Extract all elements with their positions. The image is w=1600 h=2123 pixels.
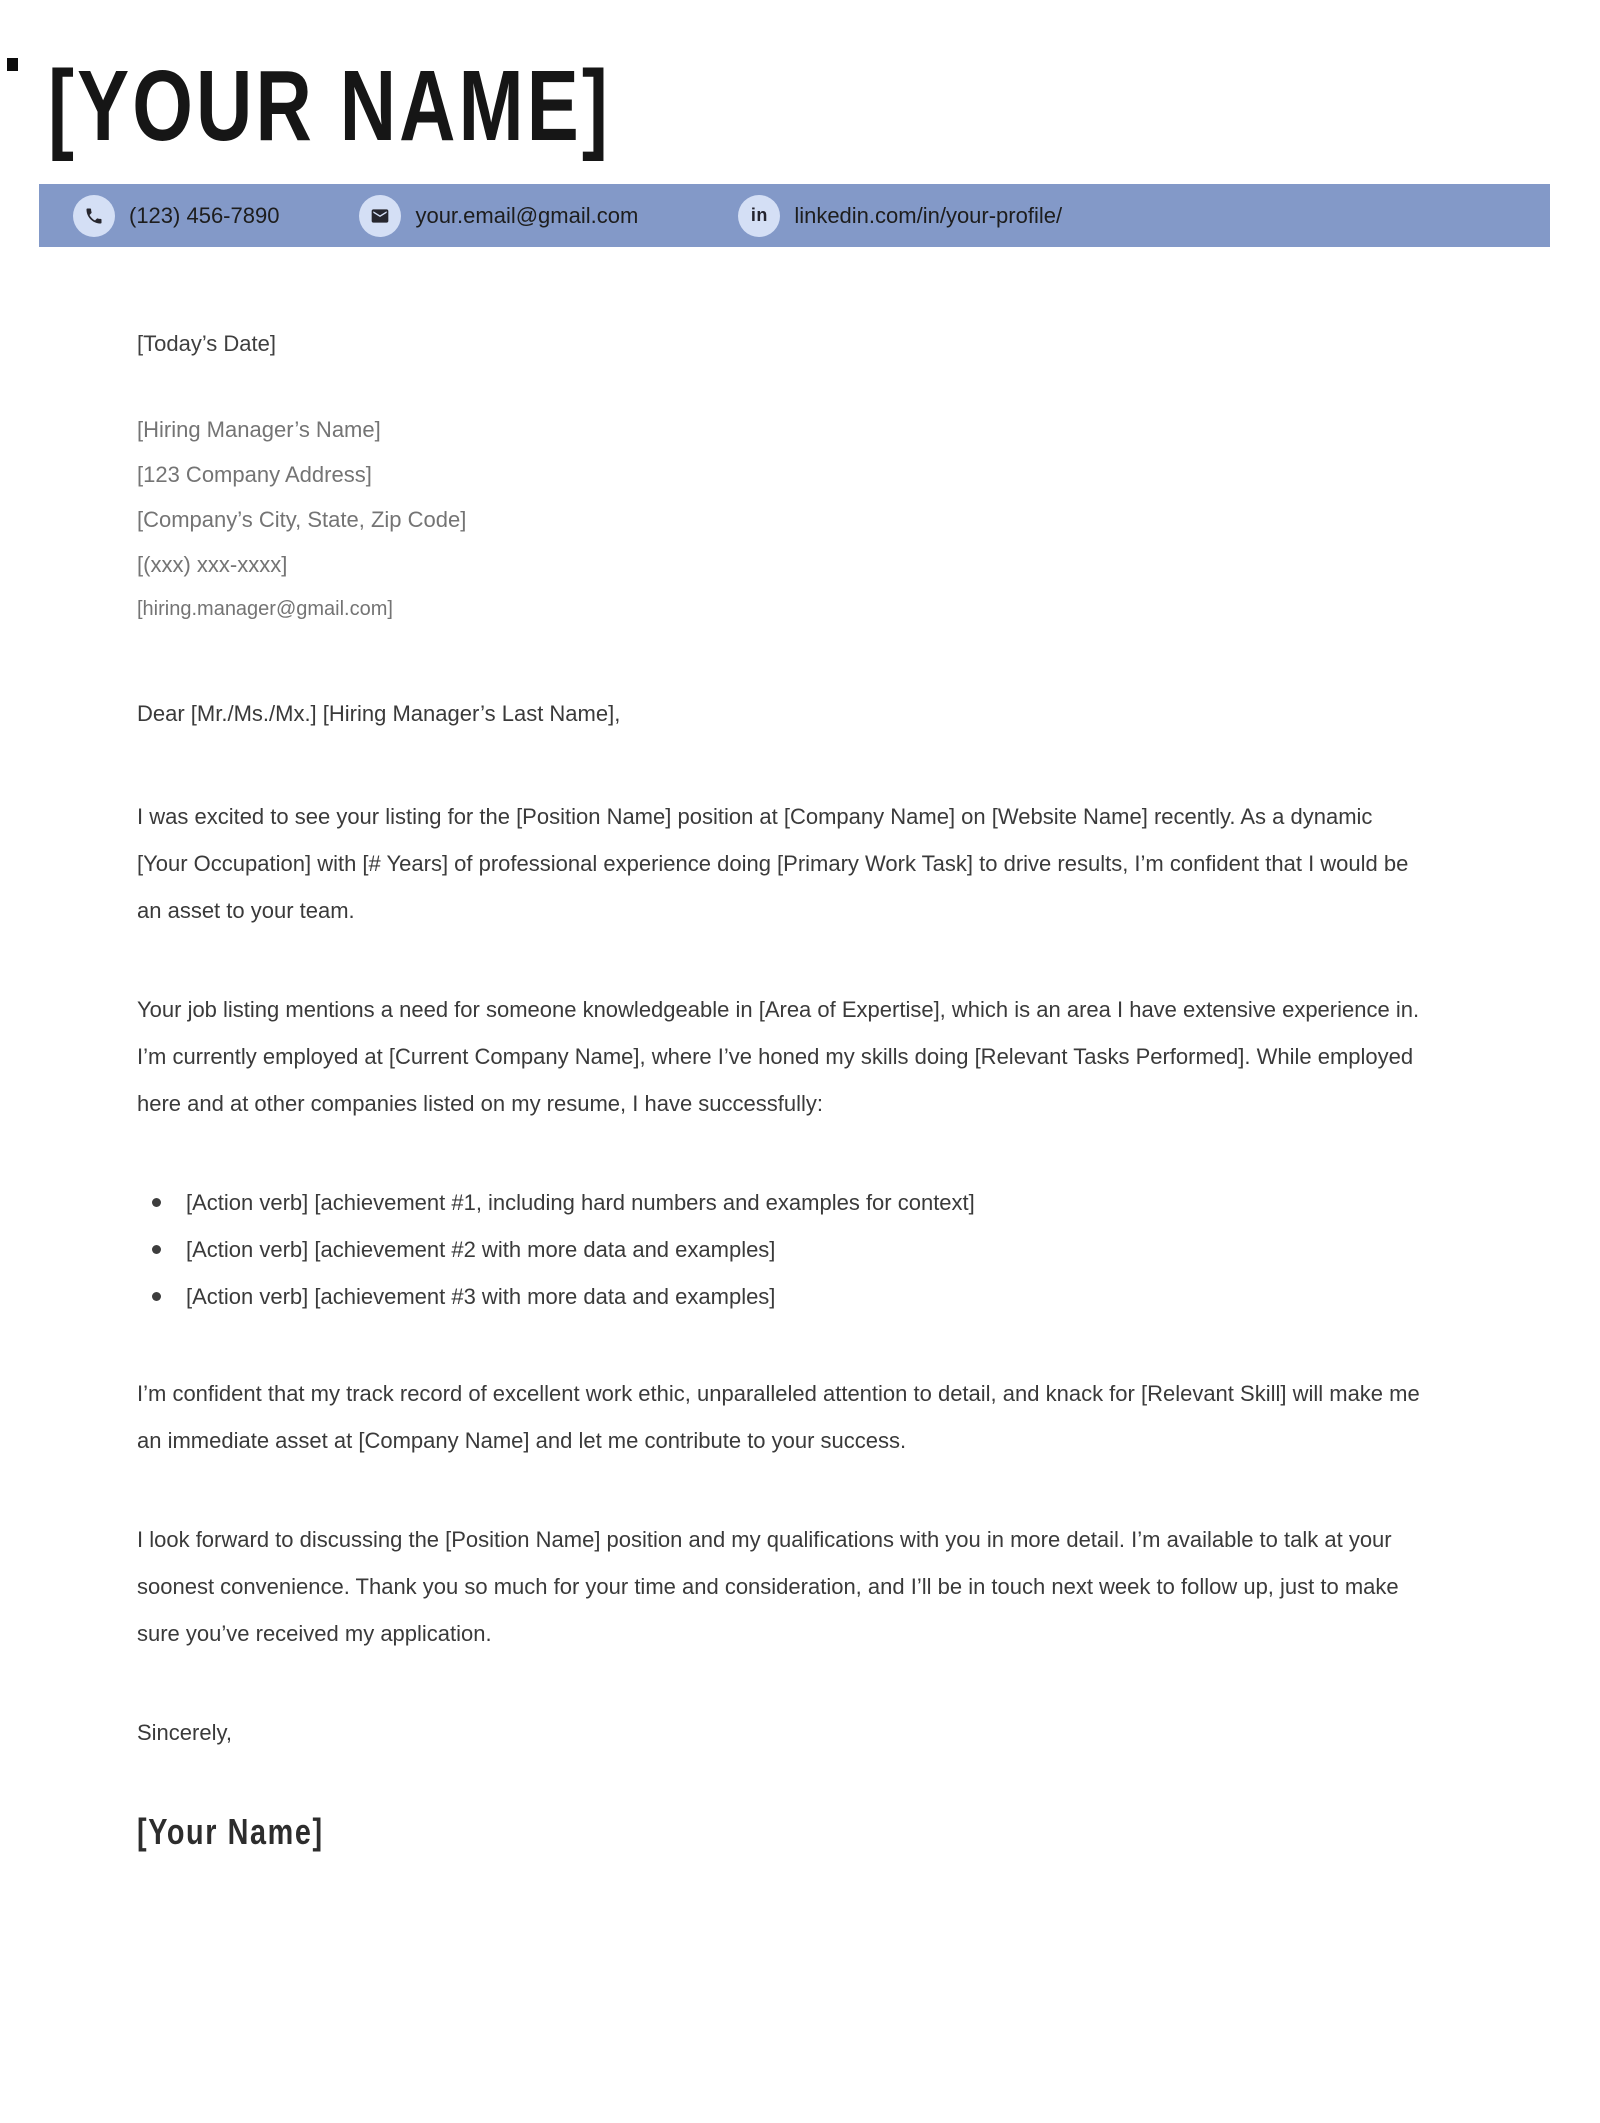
achievement-item-3: [Action verb] [achievement #3 with more data and examples] [186,1273,1422,1320]
corner-mark [7,58,18,71]
phone-number: (123) 456-7890 [129,202,280,228]
contact-item-phone [73,195,279,237]
recipient-address: [123 Company Address] [137,462,372,487]
contact-item-email [359,195,638,237]
paragraph-experience: Your job listing mentions a need for someone knowledgeable in [Area of Expertise], which is an area I have extensive experience in. I’m currently employed at [Current Company Name], where I’ve honed my skills doing [Relevant Tasks Performed]. While employed here and at other companies listed on my resume, I have successfully: [137,997,1420,1116]
signature-name: [Your Name] [137,1811,324,1852]
recipient-block [137,407,1422,632]
cover-letter-body [137,321,1422,1852]
paragraph-confidence: I’m confident that my track record of excellent work ethic, unparalleled attention to detail, and knack for [Relevant Skill] will make me an immediate asset at [Company Name] and let me contribute to your success. [137,1381,1420,1453]
phone-icon [73,195,115,237]
achievement-list [137,1179,1422,1320]
email-icon [359,195,401,237]
page-title: [YOUR NAME] [48,50,611,162]
paragraph-followup: I look forward to discussing the [Position Name] position and my qualifications with you in more detail. I’m available to talk at your soonest convenience. Thank you so much for your time and consideration, and I’ll be in touch next week to follow up, just to make sure you’ve received my application. [137,1527,1399,1646]
greeting-line: Dear [Mr./Ms./Mx.] [Hiring Manager’s Last Name], [137,701,621,726]
email-address: your.email@gmail.com [415,202,639,228]
contact-bar [39,184,1550,247]
closing-line: Sincerely, [137,1720,232,1745]
contact-item-linkedin [738,195,1062,237]
paragraph-intro: I was excited to see your listing for the [Position Name] position at [Company Name] on [Website Name] recently. As a dynamic [Your Occupation] with [# Years] of professional experience doing [Primary Work Task] to drive results, I’m confident that I would be an asset to your team. [137,804,1409,923]
recipient-email: [hiring.manager@gmail.com] [137,598,393,620]
date-placeholder: [Today’s Date] [137,331,277,356]
linkedin-url: linkedin.com/in/your-profile/ [794,202,1063,228]
recipient-city-state-zip: [Company’s City, State, Zip Code] [137,507,467,532]
recipient-phone: [(xxx) xxx-xxxx] [137,552,288,577]
linkedin-icon [738,195,780,237]
achievement-item-1: [Action verb] [achievement #1, including hard numbers and examples for context] [186,1179,1422,1226]
achievement-item-2: [Action verb] [achievement #2 with more data and examples] [186,1226,1422,1273]
recipient-name: [Hiring Manager’s Name] [137,417,381,442]
linkedin-glyph: in [750,205,768,225]
